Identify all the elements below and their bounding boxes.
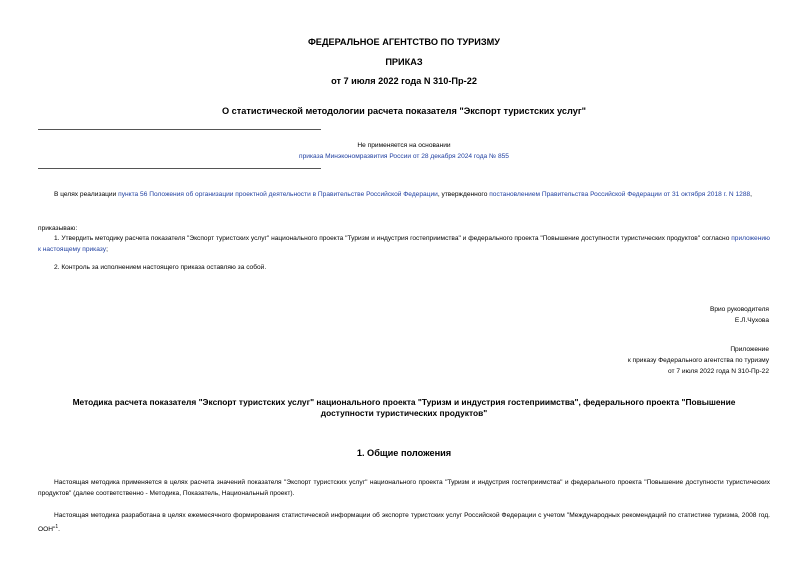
paragraph-purpose [38, 190, 770, 201]
para2-text: Настоящая методика разработана в целях ежемесячного формирования статистической информации об экспорте туристских услуг Российской Федерации с учетом "Международных рекомендаций по статистике туризма, 2008 год. ООН" [38, 512, 770, 533]
appendix-label: Приложение [730, 346, 769, 353]
order-word: приказываю: [38, 225, 78, 232]
notice-rule-top [38, 129, 321, 130]
purpose-text-mid: , утвержденного [437, 191, 490, 198]
item1-end: ; [106, 245, 108, 253]
footnote-mark[interactable]: 1 [55, 523, 59, 530]
agency-name: ФЕДЕРАЛЬНОЕ АГЕНТСТВО ПО ТУРИЗМУ [307, 37, 501, 47]
doc-title: О статистической методологии расчета показателя "Экспорт туристских услуг" [221, 106, 587, 116]
item1-text: 1. Утвердить методику расчета показателя "Экспорт туристских услуг" национального проекта "Туризм и индустрия гостеприимства" и федерального проекта "Повышение доступности туристических продуктов" согласно [54, 235, 732, 242]
signature-name: Е.Л.Чухова [734, 317, 769, 324]
order-item-1 [38, 234, 770, 256]
notice-link[interactable]: приказа Минэкономразвития России от 28 декабря 2024 года № 855 [299, 153, 509, 160]
method-paragraph-2 [38, 511, 770, 536]
regulation-link[interactable]: пункта 56 Положения об организации проектной деятельности в Правительстве Российской Федерации [118, 191, 438, 198]
para2-end: . [58, 525, 60, 533]
order-item-2: 2. Контроль за исполнением настоящего приказа оставляю за собой. [54, 264, 267, 271]
resolution-link[interactable]: постановлением Правительства Российской Федерации от 31 октября 2018 г. N 1288 [489, 191, 751, 198]
doc-date: от 7 июля 2022 года N 310-Пр-22 [331, 76, 477, 86]
notice-link-line [38, 152, 770, 163]
signature-position: Врио руководителя [709, 306, 769, 313]
notice-text: Не применяется на основании [357, 142, 451, 149]
section-heading: 1. Общие положения [356, 448, 452, 458]
purpose-text-start: В целях реализации [54, 191, 119, 198]
appendix-link[interactable]: приложению к настоящему приказу [38, 235, 770, 253]
notice-rule-bottom [38, 168, 321, 169]
method-title: Методика расчета показателя "Экспорт туристских услуг" национального проекта "Туризм и индустрия гостеприимства", федерального проекта "Повышение доступности туристических продуктов" [72, 397, 736, 418]
doc-type: ПРИКАЗ [385, 57, 423, 67]
appendix-date: от 7 июля 2022 года N 310-Пр-22 [668, 368, 769, 375]
appendix-ref: к приказу Федерального агентства по туризму [627, 357, 769, 364]
purpose-text-end: , [750, 191, 752, 198]
method-paragraph-1: Настоящая методика применяется в целях расчета значений показателя "Экспорт туристских услуг" национального проекта "Туризм и индустрия гостеприимства" и федерального проекта "Повышение доступности туристических продуктов" (далее соответственно - Методика, Показатель, Национальный проект). [38, 479, 770, 497]
